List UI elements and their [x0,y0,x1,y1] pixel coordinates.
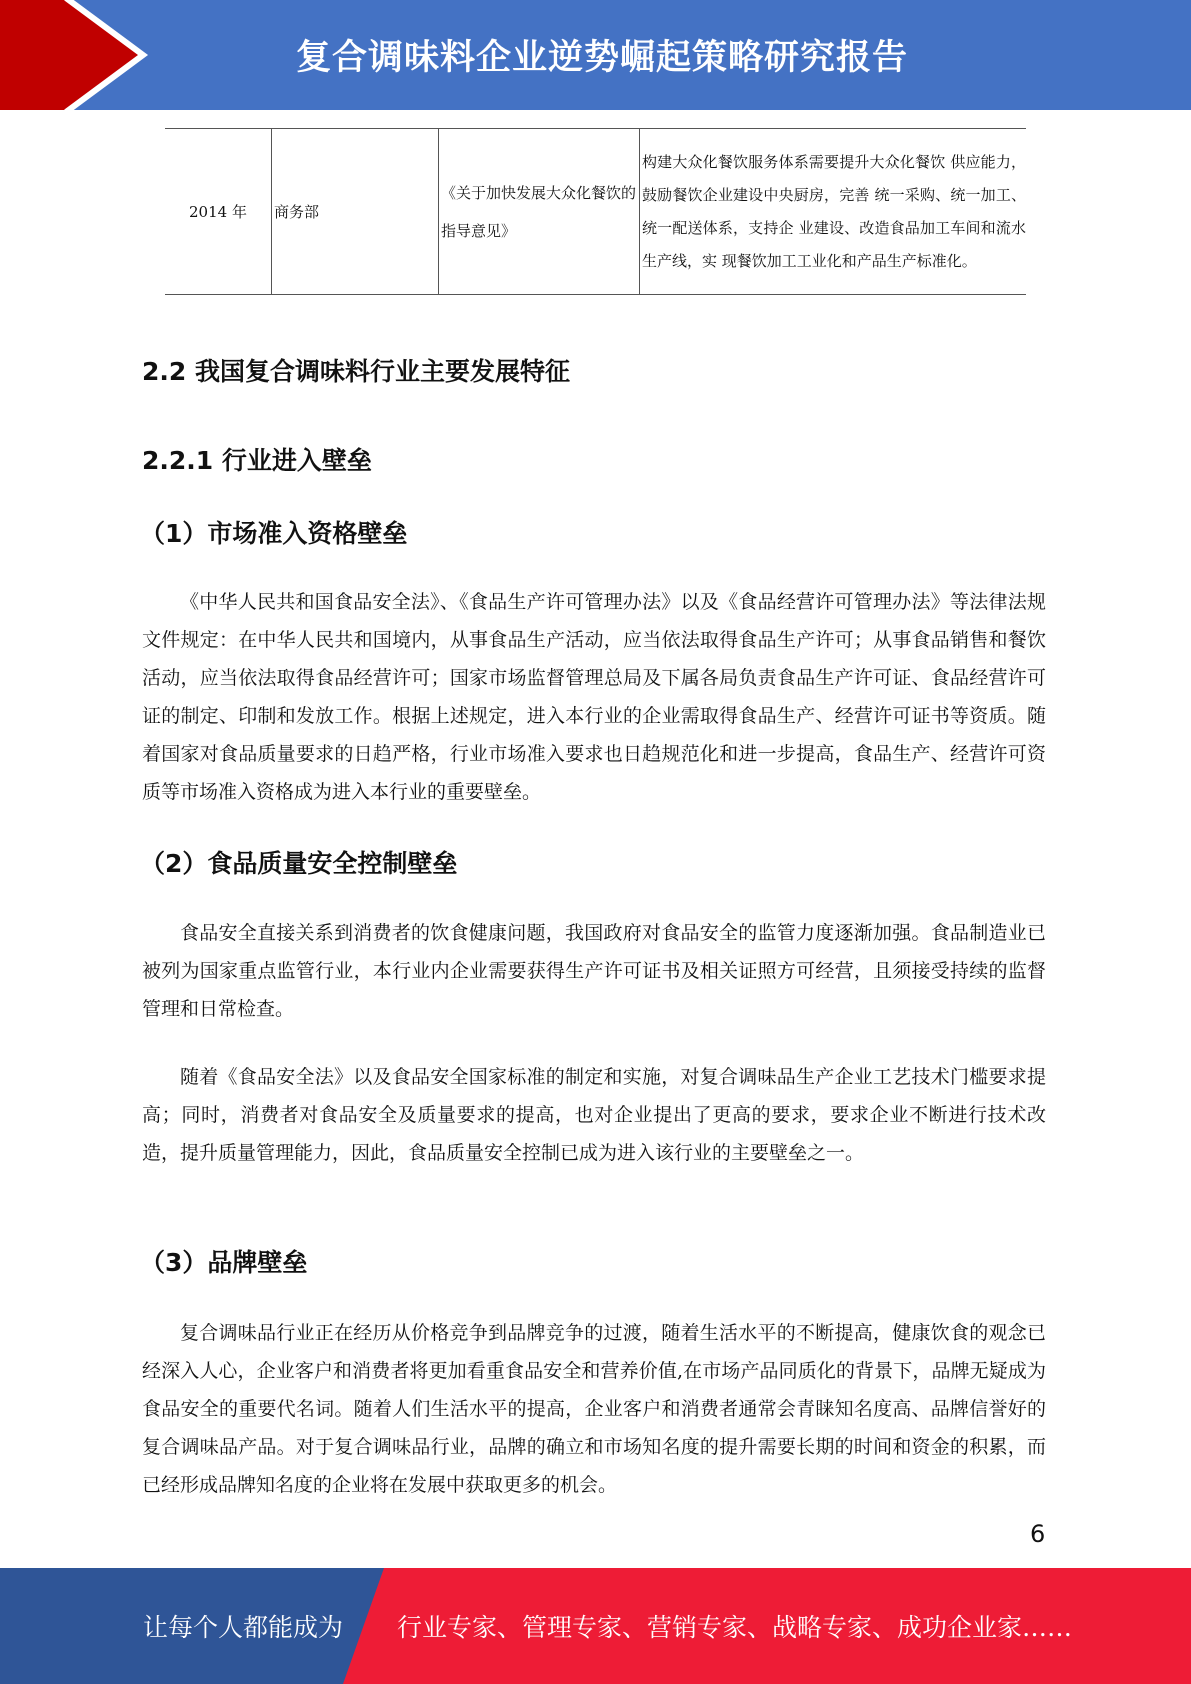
table-row [165,129,1026,295]
footer-banner [0,1568,1191,1684]
paragraph-market-access: 《中华人民共和国食品安全法》、《食品生产许可管理办法》以及《食品经营许可管理办法》等法律法规文件规定：在中华人民共和国境内，从事食品生产活动，应当依法取得食品生产许可；从事食品销售和餐饮活动，应当依法取得食品经营许可；国家市场监督管理总局及下属各局负责食品生产许可证、食品经营许可证的制定、印制和发放工作。根据上述规定，进入本行业的企业需取得食品生产、经营许可证书等资质。随着国家对食品质量要求的日趋严格，行业市场准入要求也日趋规范化和进一步提高，食品生产、经营许可资质等市场准入资格成为进入本行业的重要壁垒。 [142,591,1046,803]
section-heading-2-2-1: 2.2.1 行业进入壁垒 [142,446,372,475]
report-title: 复合调味料企业逆势崛起策略研究报告 [296,38,909,78]
policy-content: 构建大众化餐饮服务体系需要提升大众化餐饮 供应能力，鼓励餐饮企业建设中央厨房，完善 统一采购、统一加工、统一配送体系，支持企 业建设、改造食品加工车间和流水生产线，实 现餐饮加工工业化和产品生产标准化。 [640,129,1027,295]
footer-slogan-right: 行业专家、管理专家、营销专家、战略专家、成功企业家…… [397,1613,1073,1642]
subheading-market-access: （1）市场准入资格壁垒 [140,519,408,548]
paragraph-quality-control-2: 随着《食品安全法》以及食品安全国家标准的制定和实施，对复合调味品生产企业工艺技术门槛要求提高；同时，消费者对食品安全及质量要求的提高，也对企业提出了更高的要求，要求企业不断进行技术改造，提升质量管理能力，因此，食品质量安全控制已成为进入该行业的主要壁垒之一。 [142,1066,1046,1164]
page-number: 6 [1030,1520,1046,1548]
policy-table [165,128,1026,295]
subheading-quality-control: （2）食品质量安全控制壁垒 [140,849,458,878]
section-heading-2-2: 2.2 我国复合调味料行业主要发展特征 [142,357,570,386]
header-arrow-icon [0,0,160,110]
report-header [0,0,1191,110]
paragraph-brand: 复合调味品行业正在经历从价格竞争到品牌竞争的过渡，随着生活水平的不断提高，健康饮食的观念已经深入人心，企业客户和消费者将更加看重食品安全和营养价值,在市场产品同质化的背景下，品牌无疑成为食品安全的重要代名词。随着人们生活水平的提高，企业客户和消费者通常会青睐知名度高、品牌信誉好的复合调味品产品。对于复合调味品行业，品牌的确立和市场知名度的提升需要长期的时间和资金的积累，而已经形成品牌知名度的企业将在发展中获取更多的机会。 [142,1322,1046,1496]
footer-slogan-left: 让每个人都能成为 [143,1613,344,1642]
paragraph-quality-control-1: 食品安全直接关系到消费者的饮食健康问题，我国政府对食品安全的监管力度逐渐加强。食品制造业已被列为国家重点监管行业，本行业内企业需要获得生产许可证书及相关证照方可经营，且须接受持续的监督管理和日常检查。 [142,922,1046,1020]
policy-year: 2014 年 [165,129,272,295]
subheading-brand: （3）品牌壁垒 [140,1248,308,1277]
policy-department: 商务部 [272,129,439,295]
policy-document: 《关于加快发展大众化餐饮的指导意见》 [439,129,640,295]
